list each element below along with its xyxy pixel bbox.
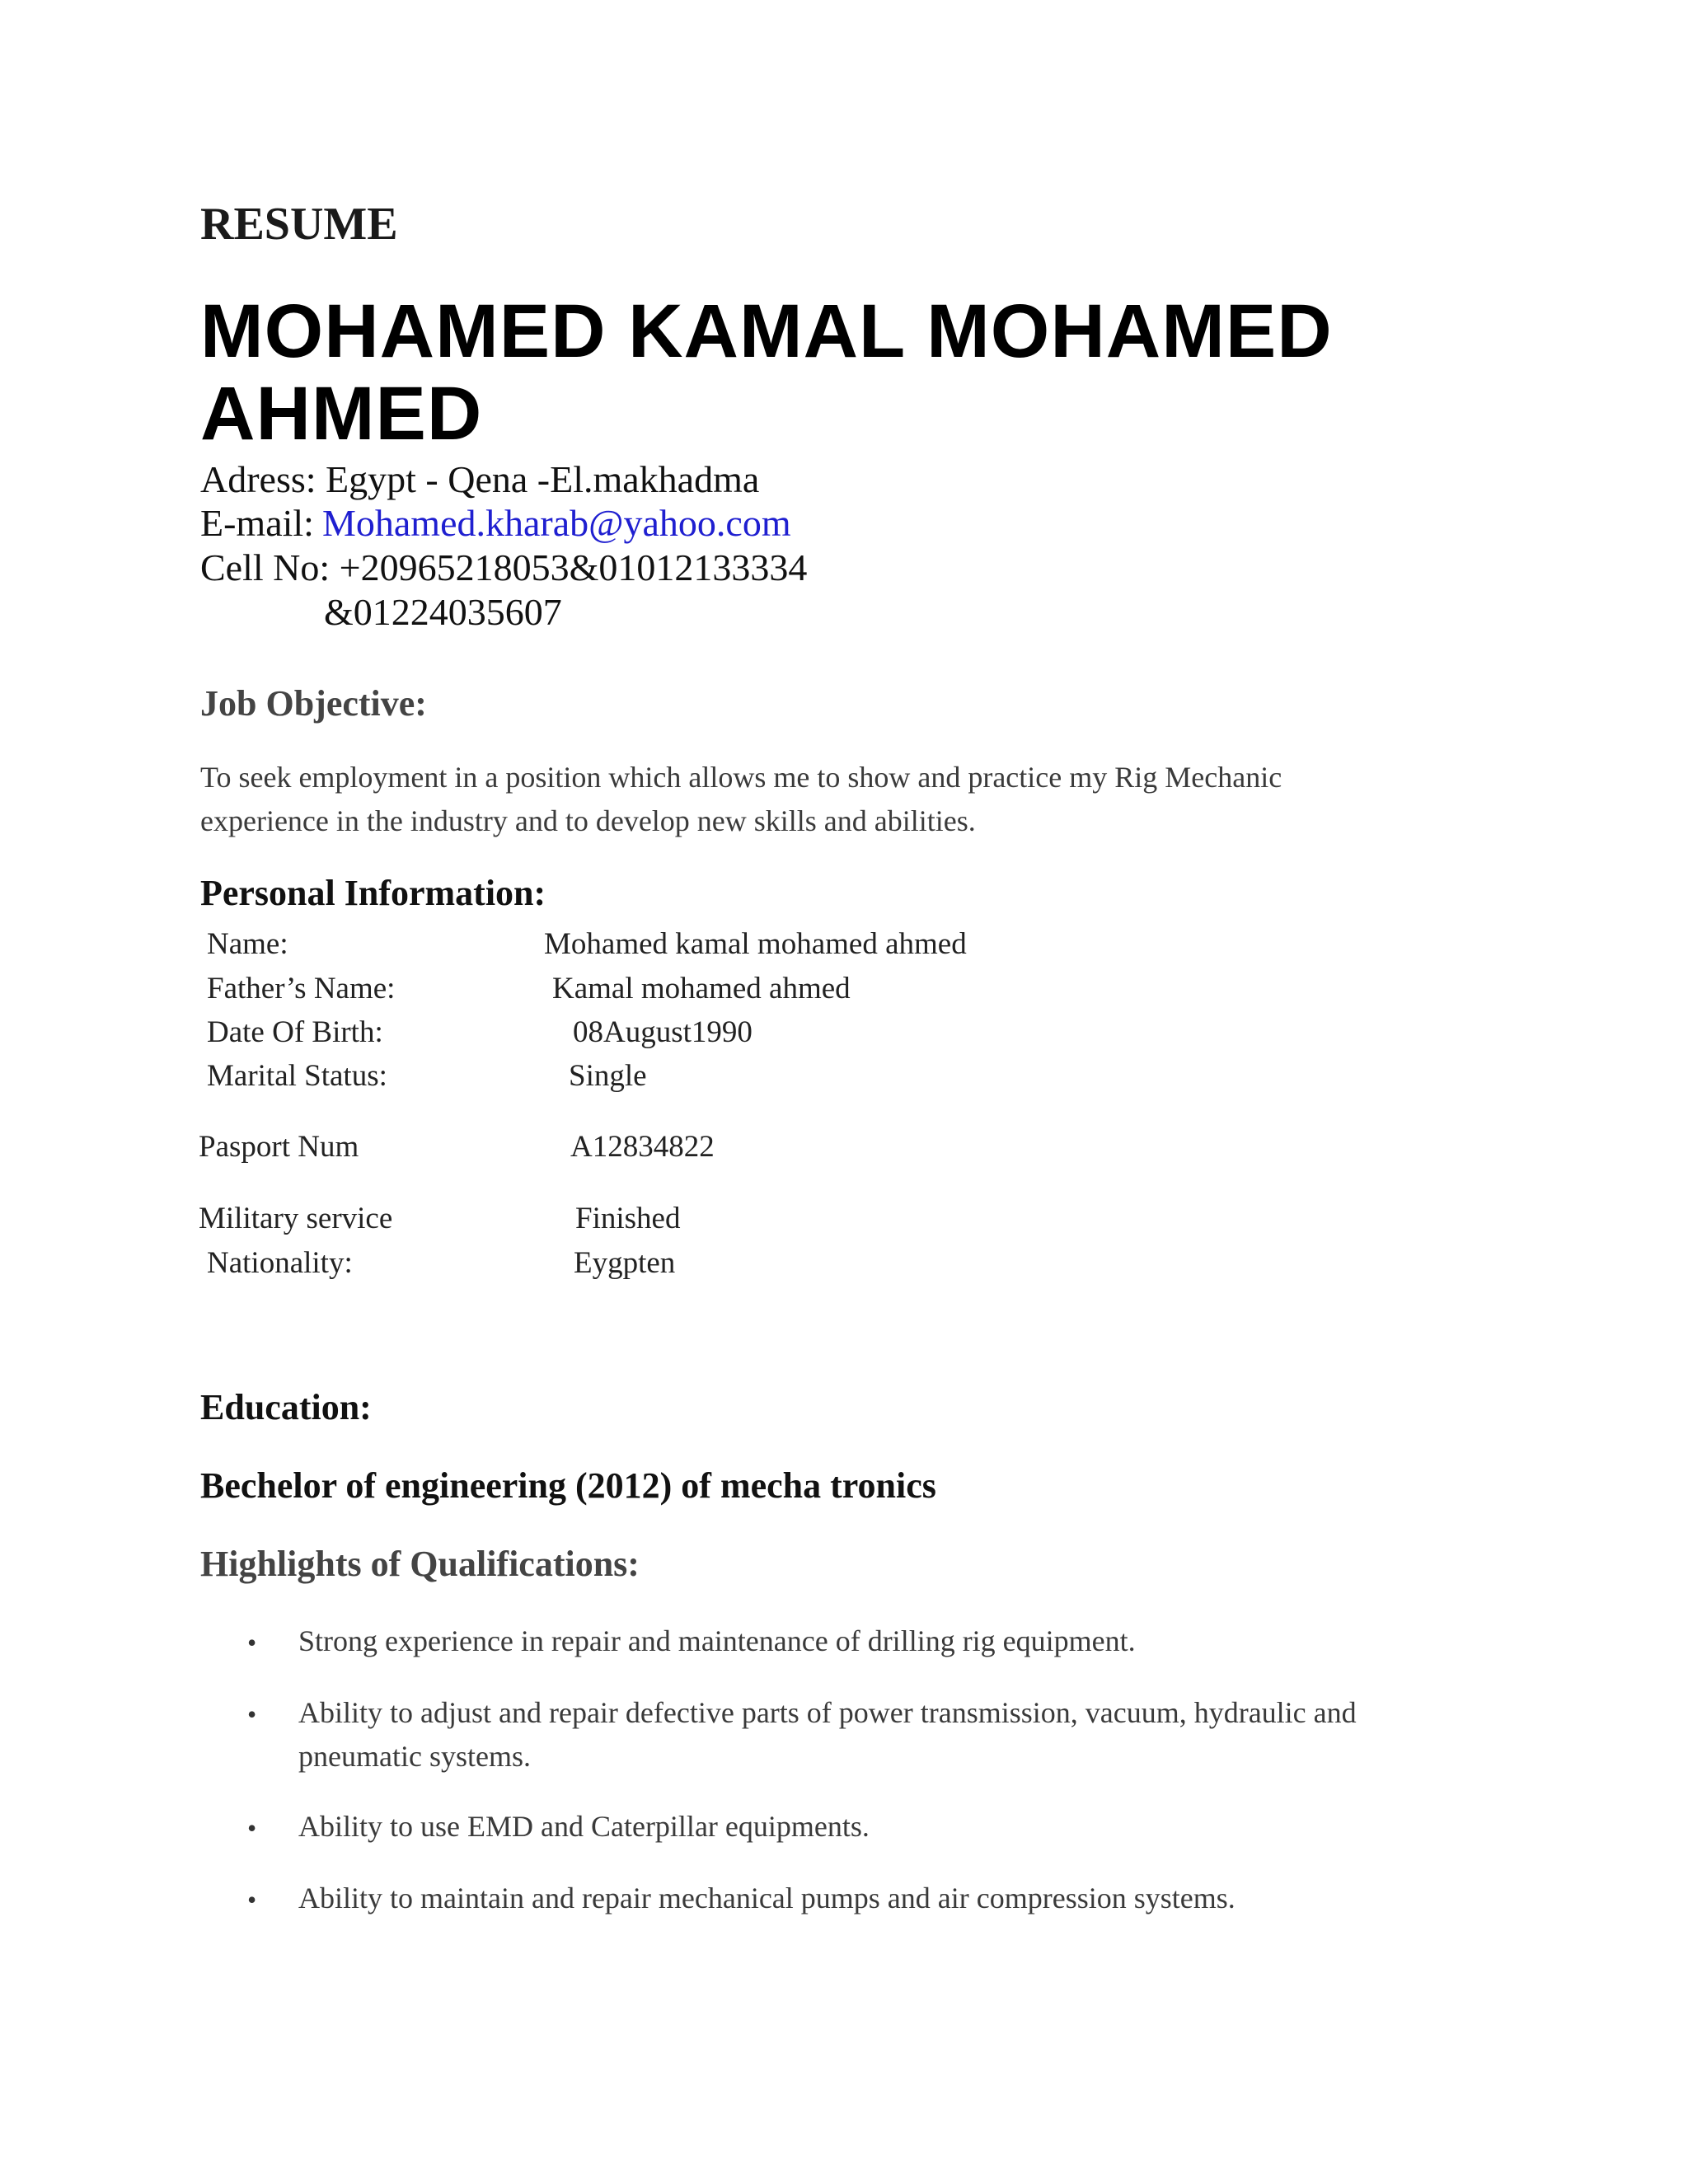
- bullet-icon: •: [247, 1885, 257, 1915]
- info-value-father: Kamal mohamed ahmed: [552, 972, 851, 1005]
- bullet-icon: •: [247, 1699, 257, 1729]
- info-label-military: Military service: [199, 1202, 393, 1235]
- info-label-marital: Marital Status:: [207, 1059, 387, 1093]
- qualification-item-3: Ability to use EMD and Caterpillar equipments.: [298, 1810, 870, 1843]
- qualification-item-1: Strong experience in repair and maintenance of drilling rig equipment.: [298, 1624, 1136, 1657]
- info-value-nationality: Eygpten: [574, 1246, 676, 1280]
- objective-text-line-1: To seek employment in a position which allows me to show and practice my Rig Mechanic: [200, 761, 1282, 794]
- personal-info-heading: Personal Information:: [200, 873, 546, 913]
- email-line: [200, 501, 791, 545]
- info-label-father: Father’s Name:: [207, 972, 396, 1005]
- info-value-dob: 08August1990: [573, 1015, 753, 1049]
- objective-heading: Job Objective:: [200, 683, 427, 724]
- info-label-passport: Pasport Num: [199, 1130, 359, 1164]
- info-value-passport: A12834822: [570, 1130, 715, 1164]
- objective-text-line-2: experience in the industry and to develop new skills and abilities.: [200, 804, 976, 837]
- candidate-name-line-1: MOHAMED KAMAL MOHAMED: [200, 289, 1333, 373]
- qualification-item-2-line-1: Ability to adjust and repair defective parts of power transmission, vacuum, hydraulic and: [298, 1696, 1357, 1729]
- qualifications-heading: Highlights of Qualifications:: [200, 1544, 640, 1584]
- info-label-name: Name:: [207, 927, 288, 961]
- info-label-dob: Date Of Birth:: [207, 1015, 383, 1049]
- info-value-military: Finished: [575, 1202, 681, 1235]
- email-label: E-mail:: [200, 502, 314, 544]
- candidate-name-line-2: AHMED: [200, 372, 483, 456]
- education-degree: Bechelor of engineering (2012) of mecha tronics: [200, 1465, 936, 1506]
- bullet-icon: •: [247, 1813, 257, 1843]
- bullet-icon: •: [247, 1628, 257, 1657]
- document-label: RESUME: [200, 199, 398, 250]
- education-heading: Education:: [200, 1387, 372, 1427]
- cell-line-2: &01224035607: [324, 591, 562, 633]
- info-value-name: Mohamed kamal mohamed ahmed: [544, 927, 967, 961]
- cell-line-1: Cell No: +20965218053&01012133334: [200, 546, 808, 588]
- address-line: Adress: Egypt - Qena -El.makhadma: [200, 458, 760, 500]
- qualification-item-2-line-2: pneumatic systems.: [298, 1740, 531, 1773]
- email-link[interactable]: Mohamed.kharab@yahoo.com: [321, 502, 791, 544]
- info-label-nationality: Nationality:: [207, 1246, 353, 1280]
- qualification-item-4: Ability to maintain and repair mechanical pumps and air compression systems.: [298, 1882, 1236, 1915]
- info-value-marital: Single: [569, 1059, 647, 1093]
